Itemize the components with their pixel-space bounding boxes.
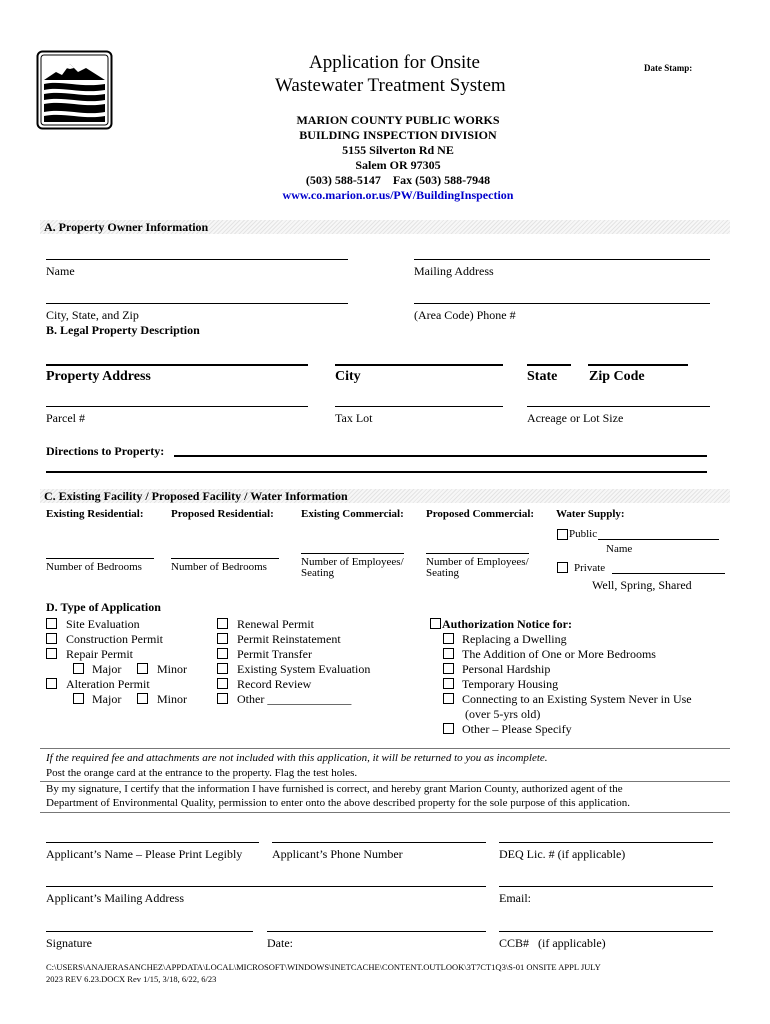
applicant-phone-line[interactable] bbox=[272, 842, 486, 843]
applicant-mailing-line[interactable] bbox=[46, 886, 486, 887]
form-title-line1: Application for Onsite bbox=[309, 52, 480, 73]
record-review-label: Record Review bbox=[237, 677, 312, 691]
employees-existing-label-1: Number of Employees/ bbox=[301, 556, 404, 568]
phone-label: (Area Code) Phone # bbox=[414, 308, 516, 322]
public-water-name-label: Name bbox=[606, 543, 633, 555]
zip-label: Zip Code bbox=[589, 369, 645, 384]
private-water-label: Private bbox=[574, 562, 606, 574]
other-specify-label: Other – Please Specify bbox=[462, 722, 572, 736]
bedrooms-existing-line[interactable] bbox=[46, 558, 154, 559]
repair-major-checkbox[interactable] bbox=[73, 663, 84, 674]
proposed-residential-label: Proposed Residential: bbox=[171, 508, 274, 520]
existing-system-evaluation-checkbox[interactable] bbox=[217, 663, 228, 674]
section-c-band bbox=[40, 489, 730, 503]
form-title-line2: Wastewater Treatment System bbox=[275, 75, 506, 96]
city-state-zip-line[interactable] bbox=[46, 303, 348, 304]
mailing-address-line[interactable] bbox=[414, 259, 710, 260]
existing-commercial-label: Existing Commercial: bbox=[301, 508, 404, 520]
alteration-permit-checkbox[interactable] bbox=[46, 678, 57, 689]
repair-major-label: Major bbox=[92, 662, 122, 676]
public-water-name-line[interactable] bbox=[598, 539, 719, 540]
construction-permit-label: Construction Permit bbox=[66, 632, 163, 646]
temporary-housing-label: Temporary Housing bbox=[462, 677, 559, 691]
existing-system-evaluation-label: Existing System Evaluation bbox=[237, 662, 371, 676]
alteration-permit-label: Alteration Permit bbox=[66, 677, 150, 691]
deq-license-label: DEQ Lic. # (if applicable) bbox=[499, 847, 626, 861]
record-review-checkbox[interactable] bbox=[217, 678, 228, 689]
other-label: Other ______________ bbox=[237, 692, 352, 706]
acreage-label: Acreage or Lot Size bbox=[527, 411, 624, 425]
phone-line[interactable] bbox=[414, 303, 710, 304]
email-label: Email: bbox=[499, 891, 531, 905]
directions-line-2[interactable] bbox=[46, 471, 707, 473]
property-city-line[interactable] bbox=[335, 364, 503, 366]
tax-lot-label: Tax Lot bbox=[335, 411, 373, 425]
directions-line-1[interactable] bbox=[174, 455, 707, 457]
directions-label: Directions to Property bbox=[46, 444, 161, 458]
addition-bedrooms-label: The Addition of One or More Bedrooms bbox=[462, 647, 656, 661]
notice-divider-mid bbox=[40, 781, 730, 782]
over-5-years-label: (over 5-yrs old) bbox=[465, 707, 541, 721]
repair-minor-label: Minor bbox=[157, 662, 187, 676]
date-line[interactable] bbox=[267, 931, 486, 932]
applicant-phone-label: Applicant’s Phone Number bbox=[272, 847, 403, 861]
parcel-line[interactable] bbox=[46, 406, 308, 407]
mailing-address-label: Mailing Address bbox=[414, 264, 494, 278]
private-water-checkbox[interactable] bbox=[557, 562, 568, 573]
site-evaluation-label: Site Evaluation bbox=[66, 617, 140, 631]
repair-permit-label: Repair Permit bbox=[66, 647, 133, 661]
applicant-name-line[interactable] bbox=[46, 842, 259, 843]
org-line-5: (503) 588-5147 Fax (503) 588-7948 bbox=[305, 173, 491, 187]
repair-minor-checkbox[interactable] bbox=[137, 663, 148, 674]
orange-card-notice: Post the orange card at the entrance to the property. Flag the test holes. bbox=[46, 767, 358, 779]
renewal-permit-checkbox[interactable] bbox=[217, 618, 228, 629]
property-address-label: Property Address bbox=[46, 369, 151, 384]
public-water-label: Public bbox=[569, 528, 598, 540]
date-label: Date: bbox=[267, 936, 293, 950]
section-c-heading: C. Existing Facility / Proposed Facility / Water Information bbox=[44, 489, 348, 503]
temporary-housing-checkbox[interactable] bbox=[443, 678, 454, 689]
permit-transfer-label: Permit Transfer bbox=[237, 647, 312, 661]
parcel-label: Parcel # bbox=[46, 411, 85, 425]
org-line-4: Salem OR 97305 bbox=[355, 158, 441, 172]
bedrooms-proposed-label: Number of Bedrooms bbox=[171, 561, 267, 573]
section-b-heading: B. Legal Property Description bbox=[46, 323, 200, 337]
employees-existing-label-2: Seating bbox=[301, 567, 334, 579]
website-link[interactable]: www.co.marion.or.us/PW/BuildingInspection bbox=[282, 188, 514, 202]
ccb-label: CCB# (if applicable) bbox=[499, 936, 606, 950]
alteration-minor-label: Minor bbox=[157, 692, 187, 706]
property-city-label: City bbox=[335, 369, 361, 384]
employees-proposed-label-2: Seating bbox=[426, 567, 459, 579]
applicant-mailing-label: Applicant’s Mailing Address bbox=[46, 891, 184, 905]
file-path-line1: C:\USERS\ANAJERASANCHEZ\APPDATA\LOCAL\MICROSOFT\WINDOWS\INETCACHE\CONTENT.OUTLOOK\3T7CT1Q3\S-01 ONSITE APPL JULY bbox=[46, 962, 601, 972]
owner-name-label: Name bbox=[46, 264, 75, 278]
repair-permit-checkbox[interactable] bbox=[46, 648, 57, 659]
org-line-3: 5155 Silverton Rd NE bbox=[342, 143, 454, 157]
private-water-line[interactable] bbox=[612, 573, 725, 574]
incomplete-notice: If the required fee and attachments are not included with this application, it will be returned to you as incomplete. bbox=[46, 752, 548, 764]
bedrooms-existing-label: Number of Bedrooms bbox=[46, 561, 142, 573]
employees-proposed-line[interactable] bbox=[426, 553, 529, 554]
personal-hardship-label: Personal Hardship bbox=[462, 662, 551, 676]
alteration-major-checkbox[interactable] bbox=[73, 693, 84, 704]
deq-license-line[interactable] bbox=[499, 842, 713, 843]
org-line-2: BUILDING INSPECTION DIVISION bbox=[299, 128, 497, 142]
property-address-line[interactable] bbox=[46, 364, 308, 366]
notice-divider-bottom bbox=[40, 812, 730, 813]
zip-line[interactable] bbox=[588, 364, 688, 366]
employees-proposed-label-1: Number of Employees/ bbox=[426, 556, 529, 568]
city-state-zip-label: City, State, and Zip bbox=[46, 308, 139, 322]
file-path-line2: 2023 REV 6.23.DOCX Rev 1/15, 3/18, 6/22, 6/23 bbox=[46, 974, 217, 984]
certify-text-line1: By my signature, I certify that the information I have furnished is correct, and hereby grant Marion County, authorized agent of the bbox=[46, 783, 623, 795]
renewal-permit-label: Renewal Permit bbox=[237, 617, 314, 631]
signature-label: Signature bbox=[46, 936, 92, 950]
acreage-line[interactable] bbox=[527, 406, 710, 407]
authorization-notice-checkbox[interactable] bbox=[430, 618, 441, 629]
section-a-heading: A. Property Owner Information bbox=[44, 220, 209, 234]
section-a-band bbox=[40, 220, 730, 234]
replacing-dwelling-checkbox[interactable] bbox=[443, 633, 454, 644]
tax-lot-line[interactable] bbox=[335, 406, 503, 407]
certify-text-line2: Department of Environmental Quality, permission to enter onto the above described property for the sole purpose of this application. bbox=[46, 797, 630, 809]
alteration-major-label: Major bbox=[92, 692, 122, 706]
owner-name-line[interactable] bbox=[46, 259, 348, 260]
date-stamp-label: Date Stamp: bbox=[644, 63, 693, 73]
addition-bedrooms-checkbox[interactable] bbox=[443, 648, 454, 659]
email-line[interactable] bbox=[499, 886, 713, 887]
employees-existing-line[interactable] bbox=[301, 553, 404, 554]
replacing-dwelling-label: Replacing a Dwelling bbox=[462, 632, 567, 646]
org-line-1: MARION COUNTY PUBLIC WORKS bbox=[296, 113, 500, 127]
state-label: State bbox=[527, 369, 558, 384]
water-supply-label: Water Supply: bbox=[556, 508, 625, 520]
applicant-name-label: Applicant’s Name – Please Print Legibly bbox=[46, 847, 243, 861]
site-evaluation-checkbox[interactable] bbox=[46, 618, 57, 629]
proposed-commercial-label: Proposed Commercial: bbox=[426, 508, 535, 520]
permit-reinstatement-checkbox[interactable] bbox=[217, 633, 228, 644]
section-d-heading: D. Type of Application bbox=[46, 600, 161, 614]
alteration-minor-checkbox[interactable] bbox=[137, 693, 148, 704]
personal-hardship-checkbox[interactable] bbox=[443, 663, 454, 674]
state-line[interactable] bbox=[527, 364, 571, 366]
construction-permit-checkbox[interactable] bbox=[46, 633, 57, 644]
authorization-notice-label: Authorization Notice for: bbox=[442, 617, 572, 631]
other-checkbox[interactable] bbox=[217, 693, 228, 704]
permit-transfer-checkbox[interactable] bbox=[217, 648, 228, 659]
connecting-system-checkbox[interactable] bbox=[443, 693, 454, 704]
well-spring-label: Well, Spring, Shared bbox=[592, 578, 692, 592]
existing-residential-label: Existing Residential: bbox=[46, 508, 144, 520]
permit-reinstatement-label: Permit Reinstatement bbox=[237, 632, 341, 646]
ccb-line[interactable] bbox=[499, 931, 713, 932]
other-specify-checkbox[interactable] bbox=[443, 723, 454, 734]
notice-divider-top bbox=[40, 748, 730, 749]
connecting-system-label: Connecting to an Existing System Never in Use bbox=[462, 692, 692, 706]
signature-line[interactable] bbox=[46, 931, 253, 932]
public-water-checkbox[interactable] bbox=[557, 529, 568, 540]
bedrooms-proposed-line[interactable] bbox=[171, 558, 279, 559]
